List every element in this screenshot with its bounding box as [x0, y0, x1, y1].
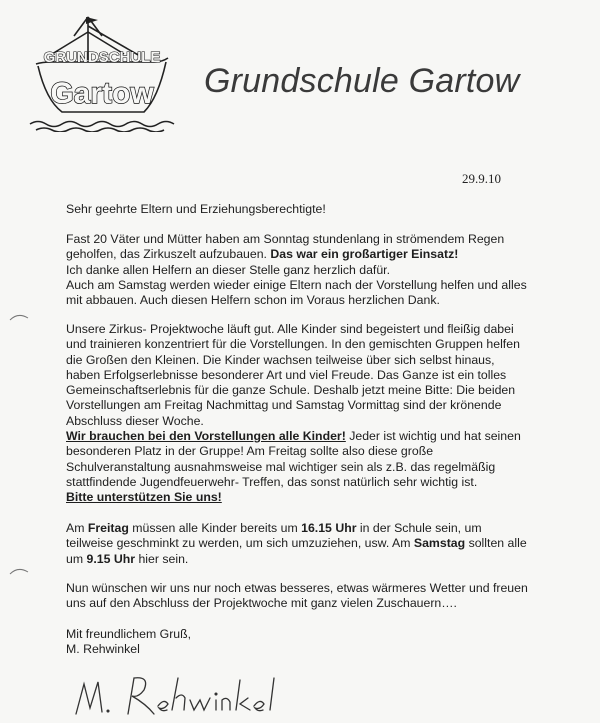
logo-line1: GRUNDSCHULE	[43, 49, 161, 66]
letter-date: 29.9.10	[462, 171, 501, 186]
text-segment: Jeder ist wichtig und hat seinen	[345, 429, 521, 444]
handwritten-signature	[72, 670, 282, 720]
text-line: Vorstellungen am Freitag Nachmittag und Samstag Vormittag sind der krönende	[66, 398, 502, 413]
text-line: Unsere Zirkus- Projektwoche läuft gut. Alle Kinder sind begeistert und fleißig dabei	[66, 322, 514, 336]
paragraph-4	[66, 581, 578, 612]
text-segment: in der Schule sein, um	[356, 521, 482, 535]
punch-hole-mark	[8, 566, 30, 576]
emphasis-text: 16.15 Uhr	[301, 521, 357, 535]
emphasis-text: Freitag	[87, 521, 129, 535]
paragraph-3	[66, 521, 578, 567]
closing	[66, 627, 578, 658]
text-line: Auch am Samstag werden wieder einige Eltern nach der Vorstellung helfen und alles	[66, 277, 527, 292]
text-line: Fast 20 Väter und Mütter haben am Sonntag stundenlang in strömendem Regen	[66, 232, 505, 246]
text-line	[66, 536, 578, 551]
emphasis-text: Wir brauchen bei den Vorstellungen alle Kinder!	[66, 429, 346, 444]
text-segment: hier sein.	[135, 551, 189, 566]
text-line	[66, 552, 578, 567]
text-line: die Großen den Kleinen. Die Kinder wachsen teilweise über sich selbst hinaus,	[66, 352, 495, 367]
page-title: Grundschule Gartow	[204, 62, 520, 100]
text-line: uns auf den Abschluss der Projektwoche mit ganz vielen Zuschauern….	[66, 596, 457, 611]
emphasis-text: 9.15 Uhr	[86, 551, 136, 566]
text-line	[66, 429, 578, 444]
text-line: und trainieren konzentriert für die Vorstellungen. In den gemischten Gruppen helfen	[66, 337, 520, 352]
salutation: Sehr geehrte Eltern und Erziehungsberechtigte!	[66, 202, 326, 216]
text-line: besonderen Platz in der Gruppe! Am Freitag sollte also diese große	[66, 444, 434, 459]
text-line: stattfindende Jugendfeuerwehr- Treffen, das sonst natürlich sehr wichtig ist.	[66, 474, 478, 489]
text-line	[66, 247, 578, 262]
paragraph-2	[66, 322, 578, 506]
text-line: Nun wünschen wir uns nur noch etwas besseres, etwas wärmeres Wetter und freuen	[66, 581, 528, 595]
text-line: Ich danke allen Helfern an dieser Stelle ganz herzlich dafür.	[66, 262, 391, 277]
text-segment: teilweise geschminkt zu werden, um sich umzuziehen, usw. Am	[66, 536, 414, 551]
signer-name: M. Rehwinkel	[66, 642, 140, 657]
logo-line2: Gartow	[50, 77, 154, 110]
closing-greeting: Mit freundlichem Gruß,	[66, 627, 192, 641]
text-segment: Am	[66, 521, 88, 535]
text-line: Abschluss dieser Woche.	[66, 413, 204, 428]
paragraph-1	[66, 232, 578, 308]
punch-hole-mark	[8, 312, 30, 322]
emphasis-text: Das war ein großartiger Einsatz!	[270, 247, 459, 262]
ship-icon	[30, 17, 174, 132]
emphasis-text: Samstag	[413, 536, 466, 551]
text-segment: um	[66, 551, 87, 566]
text-line	[66, 490, 578, 505]
text-segment: geholfen, das Zirkuszelt aufzubauen.	[66, 247, 271, 262]
text-line	[66, 521, 578, 536]
text-line: haben Erfolgserlebnisse besonderer Art und viel Freude. Das Ganze ist ein tolles	[66, 367, 507, 382]
emphasis-text: Bitte unterstützen Sie uns!	[66, 490, 222, 505]
school-logo	[22, 12, 182, 132]
text-line: Gemeinschaftserlebnis für die ganze Schule. Deshalb jetzt meine Bitte: Die beiden	[66, 383, 516, 398]
text-segment: müssen alle Kinder bereits um	[128, 521, 302, 535]
text-line: mit abbauen. Auch diesen Helfern schon im Voraus herzlichen Dank.	[66, 293, 440, 308]
text-segment: sollten alle	[465, 536, 527, 551]
text-line: Schulveranstaltung ausnahmsweise mal wichtiger sein als z.B. das regelmäßig	[66, 459, 496, 474]
